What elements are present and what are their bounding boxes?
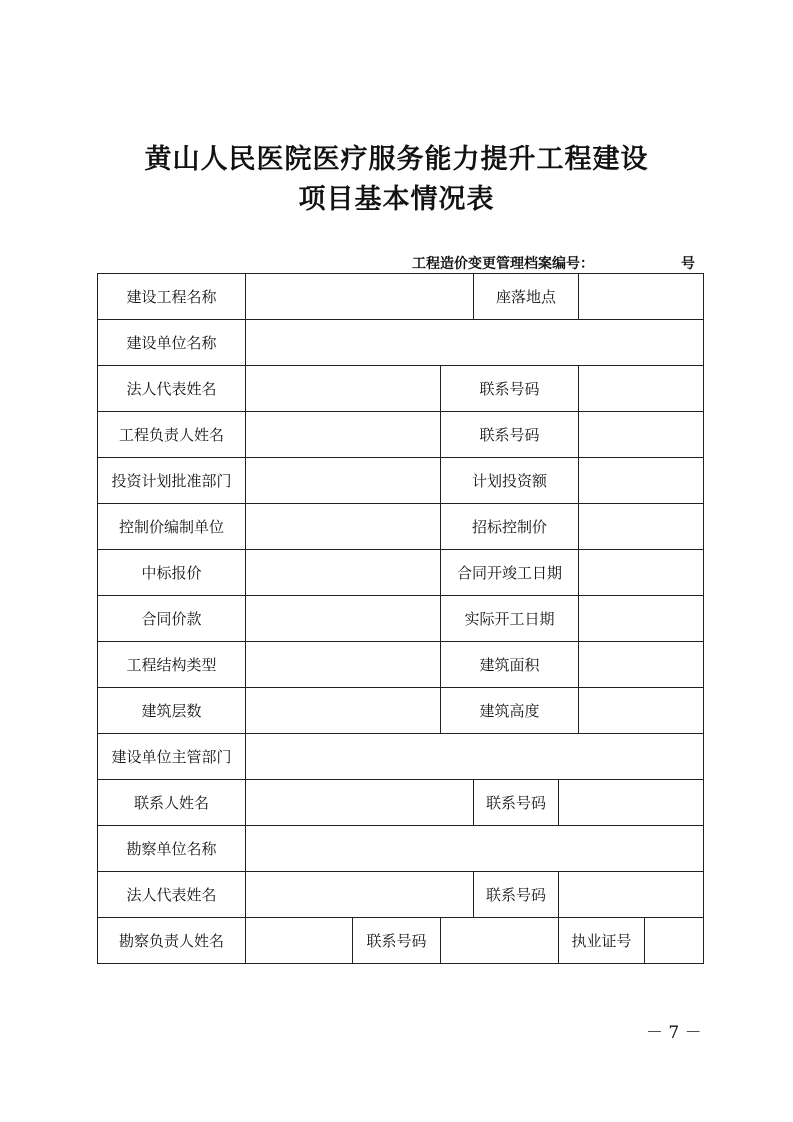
form-row — [98, 688, 704, 734]
project-leader-phone-cell[interactable] — [579, 412, 704, 458]
project-leader-name-cell[interactable] — [246, 412, 441, 458]
survey-legal-rep-name-cell[interactable] — [246, 872, 474, 918]
form-row — [98, 918, 704, 964]
form-row — [98, 504, 704, 550]
building-area-label: 建筑面积 — [441, 642, 579, 688]
form-row — [98, 872, 704, 918]
form-row — [98, 458, 704, 504]
supervising-department-cell[interactable] — [246, 734, 704, 780]
contract-start-end-date-cell[interactable] — [579, 550, 704, 596]
winning-bid-price-label: 中标报价 — [98, 550, 246, 596]
project-info-form — [97, 273, 704, 964]
form-row — [98, 596, 704, 642]
contact-person-phone-cell[interactable] — [559, 780, 704, 826]
document-title-line-1: 黄山人民医院医疗服务能力提升工程建设 — [144, 144, 649, 175]
contact-phone-label: 联系号码 — [441, 366, 579, 412]
contract-price-cell[interactable] — [246, 596, 441, 642]
structure-type-cell[interactable] — [246, 642, 441, 688]
form-row — [98, 366, 704, 412]
construction-unit-name-cell[interactable] — [246, 320, 704, 366]
legal-rep-name-cell[interactable] — [246, 366, 441, 412]
building-area-cell[interactable] — [579, 642, 704, 688]
survey-leader-phone-label: 联系号码 — [353, 918, 441, 964]
page-number: － 7 － — [646, 1023, 702, 1043]
contact-person-phone-label: 联系号码 — [474, 780, 559, 826]
planned-investment-cell[interactable] — [579, 458, 704, 504]
form-row — [98, 550, 704, 596]
tender-control-price-label: 招标控制价 — [441, 504, 579, 550]
actual-start-date-label: 实际开工日期 — [441, 596, 579, 642]
contact-person-name-label: 联系人姓名 — [98, 780, 246, 826]
control-price-unit-label: 控制价编制单位 — [98, 504, 246, 550]
archive-number-label: 工程造价变更管理档案编号： — [412, 256, 594, 272]
planned-investment-label: 计划投资额 — [441, 458, 579, 504]
building-height-cell[interactable] — [579, 688, 704, 734]
contact-phone-cell[interactable] — [579, 366, 704, 412]
location-cell[interactable] — [579, 274, 704, 320]
form-row — [98, 320, 704, 366]
document-title-line-2: 项目基本情况表 — [298, 184, 495, 215]
form-row — [98, 780, 704, 826]
form-row — [98, 826, 704, 872]
contract-start-end-date-label: 合同开竣工日期 — [441, 550, 579, 596]
license-number-label: 执业证号 — [559, 918, 645, 964]
plan-approval-department-cell[interactable] — [246, 458, 441, 504]
location-label: 座落地点 — [474, 274, 579, 320]
building-floors-cell[interactable] — [246, 688, 441, 734]
project-leader-name-label: 工程负责人姓名 — [98, 412, 246, 458]
survey-legal-rep-phone-label: 联系号码 — [474, 872, 559, 918]
supervising-department-label: 建设单位主管部门 — [98, 734, 246, 780]
form-row — [98, 274, 704, 320]
construction-project-name-cell[interactable] — [246, 274, 474, 320]
survey-legal-rep-name-label: 法人代表姓名 — [98, 872, 246, 918]
building-floors-label: 建筑层数 — [98, 688, 246, 734]
tender-control-price-cell[interactable] — [579, 504, 704, 550]
legal-rep-name-label: 法人代表姓名 — [98, 366, 246, 412]
building-height-label: 建筑高度 — [441, 688, 579, 734]
survey-legal-rep-phone-cell[interactable] — [559, 872, 704, 918]
control-price-unit-cell[interactable] — [246, 504, 441, 550]
survey-leader-name-label: 勘察负责人姓名 — [98, 918, 246, 964]
survey-leader-phone-cell[interactable] — [441, 918, 559, 964]
contract-price-label: 合同价款 — [98, 596, 246, 642]
project-leader-phone-label: 联系号码 — [441, 412, 579, 458]
plan-approval-department-label: 投资计划批准部门 — [98, 458, 246, 504]
form-row — [98, 412, 704, 458]
survey-unit-name-cell[interactable] — [246, 826, 704, 872]
construction-unit-name-label: 建设单位名称 — [98, 320, 246, 366]
form-row — [98, 734, 704, 780]
survey-unit-name-label: 勘察单位名称 — [98, 826, 246, 872]
contact-person-name-cell[interactable] — [246, 780, 474, 826]
survey-leader-name-cell[interactable] — [246, 918, 353, 964]
form-row — [98, 642, 704, 688]
archive-number-suffix: 号 — [681, 256, 695, 272]
structure-type-label: 工程结构类型 — [98, 642, 246, 688]
construction-project-name-label: 建设工程名称 — [98, 274, 246, 320]
winning-bid-price-cell[interactable] — [246, 550, 441, 596]
actual-start-date-cell[interactable] — [579, 596, 704, 642]
license-number-cell[interactable] — [645, 918, 704, 964]
